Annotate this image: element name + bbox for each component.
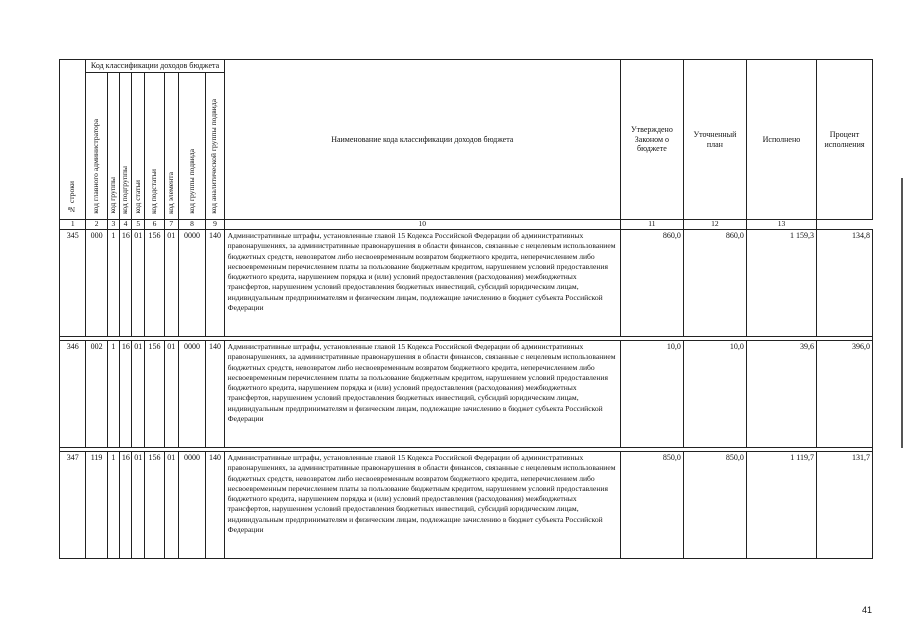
col-number: 1 — [60, 220, 86, 230]
column-number-row — [60, 220, 873, 230]
col-number: 3 — [107, 220, 119, 230]
col-number: 12 — [683, 220, 746, 230]
table-row — [60, 230, 873, 337]
revised-value: 850,0 — [683, 452, 746, 559]
subarticle-code: 156 — [145, 341, 164, 448]
article-code: 01 — [132, 341, 145, 448]
admin-code: 000 — [86, 230, 107, 337]
subgroup-code: 16 — [119, 230, 131, 337]
revenue-description: Административные штрафы, установленные главой 15 Кодекса Российской Федерации об административных правонарушениях, за административные правонарушения в области финансов, связанные с нецелевым использованием бюджетных средств, невозвратом либо несвоевременным возвратом бюджетного кредита, неперечислением либо несвоевременным перечислением платы за пользование бюджетным кредитом, нарушением условий предоставления бюджетного кредита, нарушением порядка и (или) условий предоставления (расходования) межбюджетных трансфертов, нарушением условий предоставления бюджетных инвестиций, субсидий юридическим лицам, индивидуальным предпринимателям и физическим лицам, подлежащие зачислению в бюджет субъекта Российской Федерации — [224, 452, 620, 559]
scan-edge-mark — [901, 178, 903, 448]
subarticle-code: 156 — [145, 230, 164, 337]
revenue-description: Административные штрафы, установленные главой 15 Кодекса Российской Федерации об административных правонарушениях, за административные правонарушения в области финансов, связанные с нецелевым использованием бюджетных средств, невозвратом либо несвоевременным возвратом бюджетного кредита, неперечислением либо несвоевременным перечислением платы за пользование бюджетным кредитом, нарушением условий предоставления бюджетного кредита, нарушением порядка и (или) условий предоставления (расходования) межбюджетных трансфертов, нарушением условий предоставления бюджетных инвестиций, субсидий юридическим лицам, индивидуальным предпринимателям и физическим лицам, подлежащие зачислению в бюджет субъекта Российской Федерации — [224, 230, 620, 337]
approved-value: 860,0 — [620, 230, 683, 337]
col-number: 2 — [86, 220, 107, 230]
code-header-analytic-group: код аналитической группы подвида — [206, 73, 224, 220]
executed-header: Исполнено — [746, 60, 816, 220]
header-row-1 — [60, 60, 873, 73]
code-header-subarticle: код подстатьи — [145, 73, 164, 220]
percent-header: Процент исполнения — [817, 60, 873, 220]
article-code: 01 — [132, 230, 145, 337]
subtype-group-code: 0000 — [178, 230, 205, 337]
row-number: 347 — [60, 452, 86, 559]
subarticle-code: 156 — [145, 452, 164, 559]
approved-value: 850,0 — [620, 452, 683, 559]
approved-value: 10,0 — [620, 341, 683, 448]
executed-value: 1 159,3 — [746, 230, 816, 337]
budget-revenue-table — [59, 59, 873, 559]
col-number: 5 — [132, 220, 145, 230]
group-code: 1 — [107, 230, 119, 337]
analytic-group-code: 140 — [206, 230, 224, 337]
col-number: 11 — [620, 220, 683, 230]
group-code: 1 — [107, 341, 119, 448]
table-row — [60, 452, 873, 559]
col-number: 8 — [178, 220, 205, 230]
analytic-group-code: 140 — [206, 452, 224, 559]
revised-value: 10,0 — [683, 341, 746, 448]
table-row — [60, 341, 873, 448]
col-number: 9 — [206, 220, 224, 230]
subgroup-code: 16 — [119, 452, 131, 559]
col-number: 13 — [746, 220, 816, 230]
row-number: 345 — [60, 230, 86, 337]
group-code: 1 — [107, 452, 119, 559]
row-number-header: № строки — [60, 60, 86, 220]
revenue-description: Административные штрафы, установленные главой 15 Кодекса Российской Федерации об административных правонарушениях, за административные правонарушения в области финансов, связанные с нецелевым использованием бюджетных средств, невозвратом либо несвоевременным возвратом бюджетного кредита, неперечислением либо несвоевременным перечислением платы за пользование бюджетным кредитом, нарушением условий предоставления бюджетного кредита, нарушением порядка и (или) условий предоставления (расходования) межбюджетных трансфертов, нарушением условий предоставления бюджетных инвестиций, субсидий юридическим лицам, индивидуальным предпринимателям и физическим лицам, подлежащие зачислению в бюджет субъекта Российской Федерации — [224, 341, 620, 448]
code-header-element: код элемента — [164, 73, 178, 220]
col-number: 10 — [224, 220, 620, 230]
percent-value: 396,0 — [817, 341, 873, 448]
element-code: 01 — [164, 452, 178, 559]
subtype-group-code: 0000 — [178, 452, 205, 559]
element-code: 01 — [164, 230, 178, 337]
revised-plan-header: Уточненный план — [683, 60, 746, 220]
col-number: 7 — [164, 220, 178, 230]
subgroup-code: 16 — [119, 341, 131, 448]
page-number: 41 — [862, 605, 873, 615]
approved-header: Утверждено Законом о бюджете — [620, 60, 683, 220]
col-number: 4 — [119, 220, 131, 230]
subtype-group-code: 0000 — [178, 341, 205, 448]
executed-value: 39,6 — [746, 341, 816, 448]
col-number: 6 — [145, 220, 164, 230]
code-header-subgroup: код подгруппы — [119, 73, 131, 220]
code-header-article: код статьи — [132, 73, 145, 220]
code-header-subtype-group: код группы подвида — [178, 73, 205, 220]
executed-value: 1 119,7 — [746, 452, 816, 559]
admin-code: 119 — [86, 452, 107, 559]
percent-value: 131,7 — [817, 452, 873, 559]
article-code: 01 — [132, 452, 145, 559]
analytic-group-code: 140 — [206, 341, 224, 448]
revised-value: 860,0 — [683, 230, 746, 337]
row-number: 346 — [60, 341, 86, 448]
classification-code-header: Код классификации доходов бюджета — [86, 60, 224, 73]
name-header: Наименование кода классификации доходов бюджета — [224, 60, 620, 220]
element-code: 01 — [164, 341, 178, 448]
code-header-group: код группы — [107, 73, 119, 220]
code-header-admin: код главного администратора — [86, 73, 107, 220]
percent-value: 134,8 — [817, 230, 873, 337]
admin-code: 002 — [86, 341, 107, 448]
